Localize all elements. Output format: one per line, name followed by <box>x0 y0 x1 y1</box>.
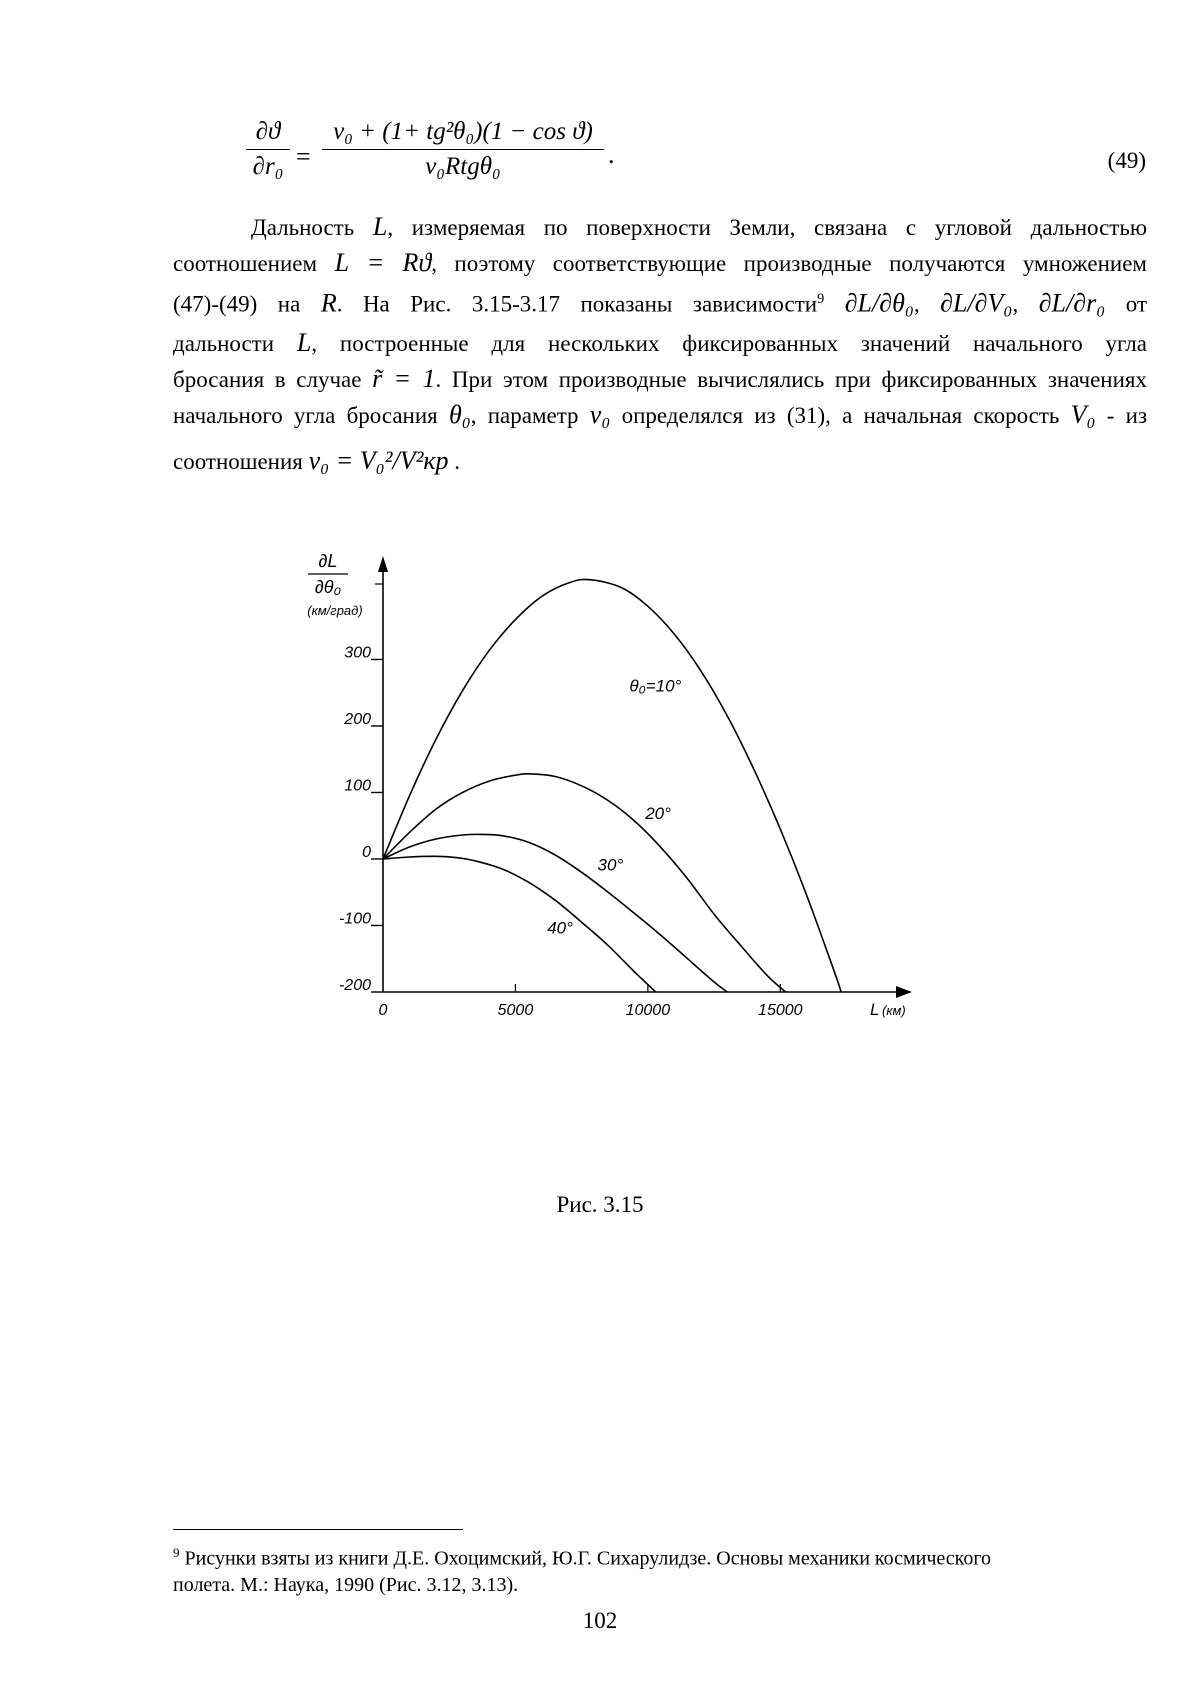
text-line-7 <box>173 442 1147 482</box>
y-tick-label: 0 <box>362 843 371 861</box>
series-label: 30° <box>597 855 624 875</box>
text-line-5 <box>173 364 1147 400</box>
formula-lhs <box>246 118 290 181</box>
y-tick-label: 200 <box>344 710 371 728</box>
series-line <box>383 856 656 992</box>
y-axis-unit: (км/град) <box>307 603 363 618</box>
x-axis-arrow <box>896 986 912 998</box>
x-axis-label: L <box>870 1000 880 1019</box>
formula-lhs-numerator: ∂ϑ <box>255 118 281 145</box>
footnote-line-1: Рисунки взяты из книги Д.Е. Охоцимский, Ю.Г. Сихарулидзе. Основы механики космического <box>184 1547 992 1570</box>
text-span: бросания в случае <box>173 367 362 392</box>
formula-rhs-denominator: ν₀Rtgθ₀ <box>322 149 604 181</box>
text-line-3: (47)-(49) на R. На Рис. 3.15-3.17 показаны зависимости$^9$ ∂L/∂θ₀, ∂L/∂V₀, ∂L/∂r₀ от <box>173 288 1147 318</box>
math-symbol: L <box>296 328 312 357</box>
footnote <box>173 1540 1133 1598</box>
math-symbol: V₀ <box>1070 400 1096 429</box>
text-span: (47)-(49) на <box>173 291 301 317</box>
math-symbol: L <box>372 212 388 241</box>
x-tick-label: 15000 <box>758 1002 803 1019</box>
formula-period: . <box>608 140 615 169</box>
formula-equals: = <box>296 142 311 171</box>
text-span: соотношением <box>173 251 318 276</box>
x-tick-label: 5000 <box>497 1002 534 1019</box>
math-expression: r̃ = 1 <box>372 364 436 393</box>
text-span: , построенные для нескольких фиксированных значений начального угла <box>311 331 1147 356</box>
formula-lhs-denominator: ∂r₀ <box>246 149 290 181</box>
text-span: Дальность <box>251 215 355 240</box>
y-axis-label-denominator: ∂θ₀ <box>314 577 342 597</box>
text-span: начального угла бросания <box>173 403 438 428</box>
text-span: . <box>454 449 461 474</box>
figure-3-15 <box>300 551 1020 1140</box>
footnote-mark: 9 <box>173 1545 180 1560</box>
y-tick-label: 300 <box>344 644 371 662</box>
figure-caption: Рис. 3.15 <box>556 1192 644 1217</box>
body-paragraph <box>173 212 1147 482</box>
x-tick-label: 0 <box>378 1002 388 1019</box>
y-tick-label: 100 <box>344 777 371 795</box>
text-span: от <box>1125 291 1147 317</box>
chart-curves <box>383 579 841 992</box>
math-expression: ∂L/∂θ₀ <box>844 288 914 318</box>
text-span: . При этом производные вычислялись при фиксированных значениях <box>435 367 1147 392</box>
text-line-6 <box>173 400 1147 442</box>
math-symbol: ν₀ <box>589 400 611 429</box>
text-span: - из <box>1106 403 1148 428</box>
math-expression: ∂L/∂V₀ <box>940 288 1013 318</box>
series-label: 20° <box>645 804 671 824</box>
text-span: . На Рис. 3.15-3.17 показаны зависимости <box>336 291 818 317</box>
series-line <box>383 834 727 992</box>
series-label: θ₀=10° <box>629 676 682 696</box>
text-span: определялся из (31), а начальная скорость <box>621 403 1060 428</box>
equation-number: (49) <box>1107 148 1146 173</box>
x-axis-unit: (км) <box>882 1003 906 1018</box>
text-span: , параметр <box>470 403 579 428</box>
y-axis-label-numerator: ∂L <box>318 551 338 571</box>
text-span: , измеряемая по поверхности Земли, связана с угловой дальностью <box>387 215 1148 240</box>
math-expression: L = Rϑ <box>334 248 432 277</box>
text-line-4 <box>173 328 1147 364</box>
text-span: дальности <box>173 331 275 356</box>
formula-49 <box>246 118 1146 206</box>
y-tick-label: -100 <box>338 910 371 928</box>
text-line-1 <box>173 212 1147 248</box>
footnote-ref: 9 <box>817 291 825 307</box>
formula-rhs-numerator: ν₀ + (1+ tg²θ₀)(1 − cos ϑ) <box>333 118 593 145</box>
text-span: , поэтому соответствующие производные получаются умножением <box>431 251 1147 276</box>
math-symbol: R <box>320 288 337 318</box>
math-expression: ν₀ = V₀²/V²кр <box>308 446 449 475</box>
math-expression: ∂L/∂r₀ <box>1038 288 1106 318</box>
math-symbol: θ₀ <box>448 400 471 429</box>
chart-ticks <box>339 584 803 1019</box>
chart-axes <box>378 556 912 998</box>
x-tick-label: 10000 <box>625 1002 671 1019</box>
text-line-2 <box>173 248 1147 284</box>
series-line <box>383 579 841 992</box>
y-tick-label: -200 <box>338 977 371 994</box>
series-label: 40° <box>547 918 573 938</box>
series-line <box>383 774 786 992</box>
formula-rhs <box>322 118 604 181</box>
text-span: соотношения <box>173 449 303 474</box>
chart-svg <box>300 551 1020 1140</box>
chart-labels <box>307 551 905 1019</box>
footnote-line-2: полета. М.: Наука, 1990 (Рис. 3.12, 3.13). <box>173 1573 519 1596</box>
footnote-separator <box>173 1529 463 1530</box>
y-axis-arrow <box>378 556 388 572</box>
page-number: 102 <box>582 1608 618 1633</box>
